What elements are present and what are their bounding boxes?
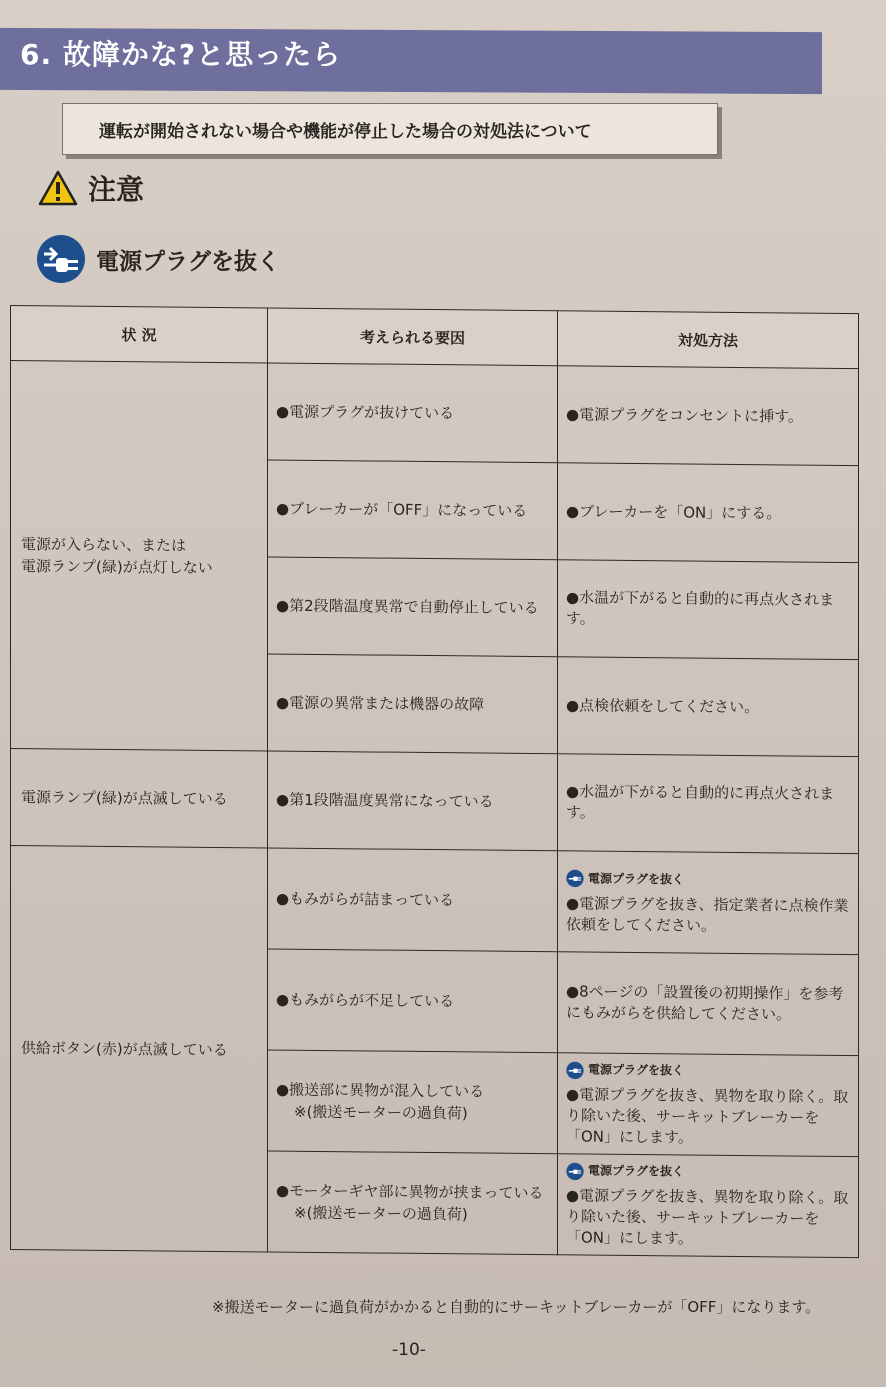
- unplug-icon: [566, 869, 584, 887]
- remedy-cell: ●ブレーカーを「ON」にする。: [558, 463, 859, 563]
- remedy-cell: ●8ページの「設置後の初期操作」を参考にもみがらを供給してください。: [558, 952, 859, 1056]
- troubleshooting-table: [10, 305, 859, 1258]
- unplug-heading: [36, 234, 280, 284]
- remedy-cell: ●水温が下がると自動的に再点火されます。: [558, 754, 859, 854]
- col-header-remedy: 対処方法: [558, 311, 859, 369]
- remedy-cell: ●電源プラグをコンセントに挿す。: [558, 366, 859, 466]
- table-row: [11, 361, 859, 466]
- remedy-cell: 電源プラグを抜く ●電源プラグを抜き、異物を取り除く。取り除いた後、サーキットブレーカーを「ON」にします。: [558, 1154, 859, 1258]
- remedy-cell: ●点検依頼をしてください。: [558, 657, 859, 757]
- unplug-icon: [566, 1162, 584, 1180]
- cause-cell: ●搬送部に異物が混入している ※(搬送モーターの過負荷): [268, 1050, 558, 1154]
- cause-cell: ●もみがらが詰まっている: [268, 848, 558, 952]
- footnote: ※搬送モーターに過負荷がかかると自動的にサーキットブレーカーが「OFF」になります。: [212, 1298, 821, 1316]
- warning-triangle-icon: [38, 170, 78, 206]
- col-header-cause: 考えられる要因: [268, 308, 558, 366]
- table-row: [11, 846, 859, 955]
- subheading-box: [62, 103, 718, 155]
- table-row: [11, 749, 859, 854]
- col-header-situation: 状 況: [11, 306, 268, 363]
- subheading-text: 運転が開始されない場合や機能が停止した場合の対処法について: [99, 122, 592, 142]
- situation-cell: 電源ランプ(緑)が点滅している: [11, 749, 268, 848]
- cause-cell: ●ブレーカーが「OFF」になっている: [268, 460, 558, 560]
- cause-note: ※(搬送モーターの過負荷): [294, 1102, 468, 1123]
- cause-cell: ●第1段階温度異常になっている: [268, 751, 558, 851]
- cause-cell: ●モーターギヤ部に異物が挟まっている ※(搬送モーターの過負荷): [268, 1151, 558, 1255]
- situation-cell: 供給ボタン(赤)が点滅している: [11, 846, 268, 1252]
- page-title: 6. 故障かな?と思ったら: [20, 38, 342, 71]
- unplug-label: 電源プラグを抜く: [96, 248, 280, 275]
- remedy-cell: 電源プラグを抜く ●電源プラグを抜き、異物を取り除く。取り除いた後、サーキットブレーカーを「ON」にします。: [558, 1053, 859, 1157]
- unplug-icon: [566, 1061, 584, 1079]
- cause-cell: ●電源プラグが抜けている: [268, 363, 558, 463]
- unplug-icon: [36, 234, 86, 284]
- situation-cell: 電源が入らない、または 電源ランプ(緑)が点灯しない: [11, 361, 268, 751]
- remedy-cell: 電源プラグを抜く ●電源プラグを抜き、指定業者に点検作業依頼をしてください。: [558, 851, 859, 955]
- remedy-cell: ●水温が下がると自動的に再点火されます。: [558, 560, 859, 660]
- cause-cell: ●もみがらが不足している: [268, 949, 558, 1053]
- unplug-tag: 電源プラグを抜く: [566, 868, 850, 892]
- caution-heading: [38, 168, 144, 208]
- table-header-row: [11, 306, 859, 369]
- cause-cell: ●第2段階温度異常で自動停止している: [268, 557, 558, 657]
- cause-cell: ●電源の異常または機器の故障: [268, 654, 558, 754]
- cause-note: ※(搬送モーターの過負荷): [294, 1203, 468, 1224]
- unplug-tag: 電源プラグを抜く: [566, 1160, 850, 1184]
- page-number: -10-: [392, 1340, 426, 1360]
- caution-label: 注意: [88, 173, 145, 206]
- unplug-tag: 電源プラグを抜く: [566, 1059, 850, 1083]
